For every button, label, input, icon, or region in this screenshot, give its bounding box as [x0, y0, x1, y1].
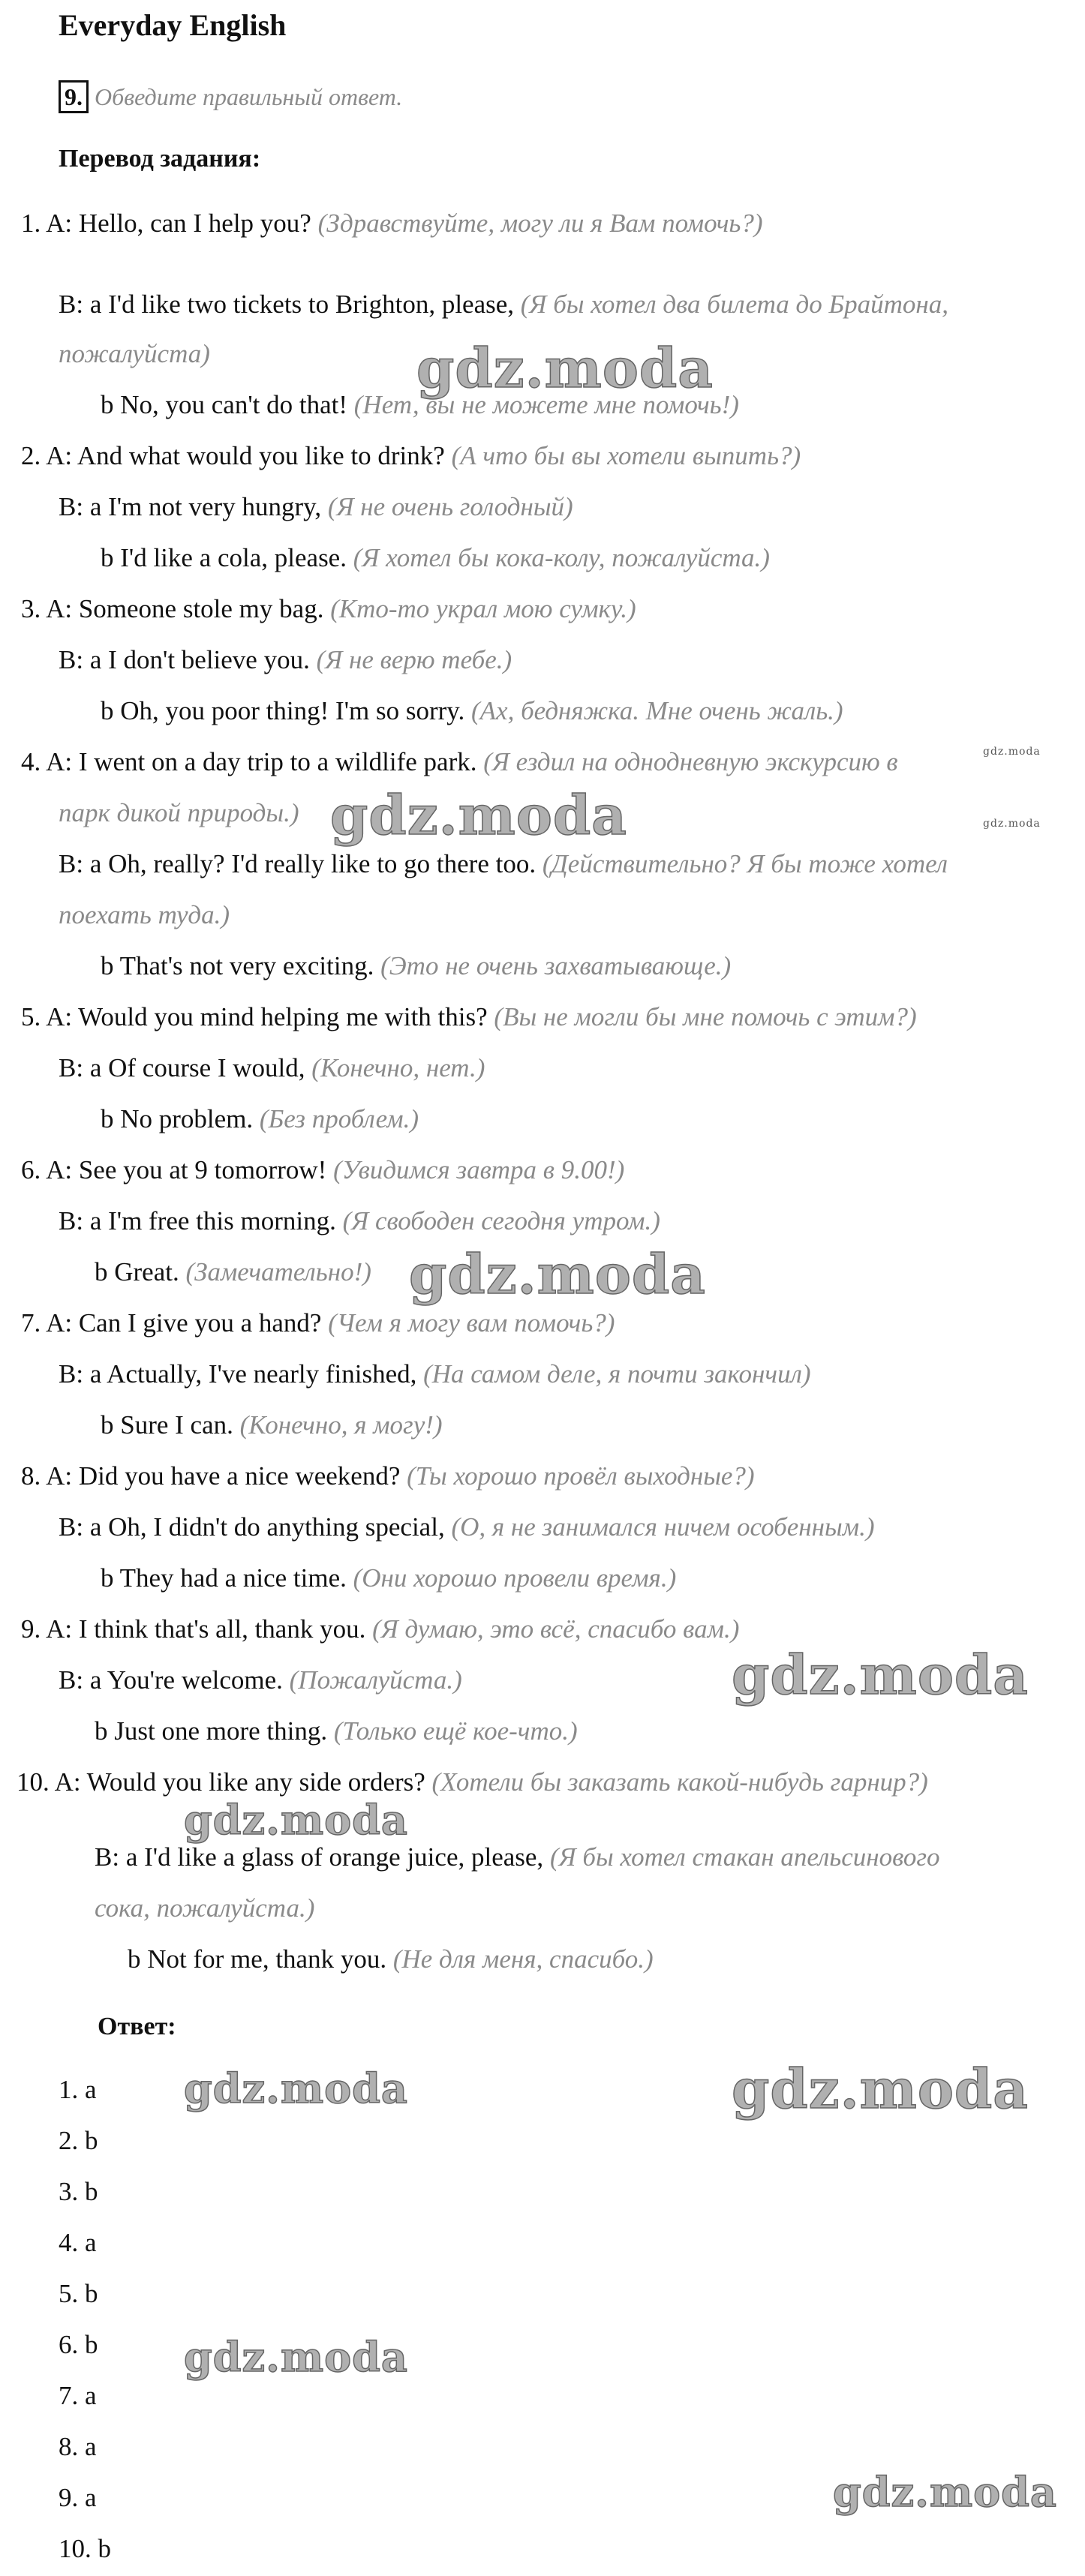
dialogue-line: b That's not very exciting. (Это не очень захватывающе.)	[101, 951, 732, 980]
task-header	[59, 80, 402, 114]
page-title: Everyday English	[59, 8, 287, 42]
answer-heading: Ответ:	[98, 2013, 176, 2040]
dialogue-line: 7. A: Can I give you a hand? (Чем я могу вам помочь?)	[21, 1308, 615, 1338]
dialogue-line: 1. A: Hello, can I help you? (Здравствуйте, могу ли я Вам помочь?)	[21, 209, 763, 238]
dialogue-line: поехать туда.)	[59, 900, 230, 929]
dialogue-line: B: a I'd like two tickets to Brighton, please, (Я бы хотел два билета до Брайтона,	[59, 290, 949, 319]
dialogue-line: 10. A: Would you like any side orders? (Хотели бы заказать какой-нибудь гарнир?)	[17, 1767, 928, 1797]
dialogue-line: b Oh, you poor thing! I'm so sorry. (Ах, бедняжка. Мне очень жаль.)	[101, 696, 843, 725]
dialogue-line: b Sure I can. (Конечно, я могу!)	[101, 1410, 443, 1440]
dialogue-line: парк дикой природы.)	[59, 798, 299, 827]
answer-item: 9. a	[59, 2483, 97, 2512]
dialogue-line: B: a Actually, I've nearly finished, (На самом деле, я почти закончил)	[59, 1359, 811, 1389]
dialogue-line: b No problem. (Без проблем.)	[101, 1104, 419, 1133]
dialogue-line: B: a I'm not very hungry, (Я не очень голодный)	[59, 492, 573, 521]
dialogue-line: B: a Oh, really? I'd really like to go there too. (Действительно? Я бы тоже хотел	[59, 849, 948, 878]
watermark: gdz.moda	[184, 2064, 408, 2112]
dialogue-line: B: a I'm free this morning. (Я свободен сегодня утром.)	[59, 1206, 660, 1235]
dialogue-line: b They had a nice time. (Они хорошо провели время.)	[101, 1563, 677, 1593]
answer-item: 4. a	[59, 2228, 97, 2257]
translation-heading: Перевод задания:	[59, 145, 261, 173]
task-instruction: Обведите правильный ответ.	[95, 83, 403, 110]
task-number: 9.	[59, 80, 89, 113]
dialogue-line: B: a Oh, I didn't do anything special, (О, я не занимался ничем особенным.)	[59, 1512, 875, 1542]
dialogue-line: 2. A: And what would you like to drink? (А что бы вы хотели выпить?)	[21, 441, 801, 470]
dialogue-line: 5. A: Would you mind helping me with this? (Вы не могли бы мне помочь с этим?)	[21, 1002, 917, 1031]
watermark: gdz.moda	[184, 2333, 408, 2381]
watermark: gdz.moda	[983, 818, 1041, 830]
dialogue-line: 8. A: Did you have a nice weekend? (Ты хорошо провёл выходные?)	[21, 1461, 755, 1491]
dialogue-line: 6. A: See you at 9 tomorrow! (Увидимся завтра в 9.00!)	[21, 1155, 625, 1184]
dialogue-line: пожалуйста)	[59, 339, 210, 368]
dialogue-line: B: a You're welcome. (Пожалуйста.)	[59, 1665, 462, 1695]
dialogue-line: 4. A: I went on a day trip to a wildlife park. (Я ездил на однодневную экскурсию в	[21, 747, 898, 776]
answer-item: 1. a	[59, 2075, 97, 2104]
dialogue-line: B: a Of course I would, (Конечно, нет.)	[59, 1053, 485, 1082]
dialogue-line: b Just one more thing. (Только ещё кое-что.)	[95, 1716, 578, 1746]
dialogue-line: 3. A: Someone stole my bag. (Кто-то украл мою сумку.)	[21, 594, 636, 623]
watermark: gdz.moda	[983, 746, 1041, 758]
answer-item: 5. b	[59, 2279, 98, 2308]
watermark: gdz.moda	[833, 2468, 1057, 2516]
watermark: gdz.moda	[416, 336, 714, 400]
dialogue-line: 9. A: I think that's all, thank you. (Я думаю, это всё, спасибо вам.)	[21, 1614, 740, 1644]
answer-item: 7. a	[59, 2381, 97, 2410]
dialogue-line: b I'd like a cola, please. (Я хотел бы кока-колу, пожалуйста.)	[101, 543, 770, 572]
answer-item: 3. b	[59, 2177, 98, 2206]
dialogue-line: b Great. (Замечательно!)	[95, 1257, 371, 1286]
dialogue-line: сока, пожалуйста.)	[95, 1893, 315, 1923]
watermark: gdz.moda	[409, 1242, 706, 1306]
watermark: gdz.moda	[184, 1796, 408, 1844]
dialogue-line: b Not for me, thank you. (Не для меня, спасибо.)	[128, 1944, 654, 1974]
answer-item: 8. a	[59, 2432, 97, 2461]
watermark: gdz.moda	[330, 783, 627, 847]
answer-item: 6. b	[59, 2330, 98, 2359]
dialogue-line: B: a I'd like a glass of orange juice, please, (Я бы хотел стакан апельсинового	[95, 1842, 940, 1872]
watermark: gdz.moda	[732, 1643, 1029, 1707]
answer-item: 10. b	[59, 2534, 111, 2563]
dialogue-line: B: a I don't believe you. (Я не верю тебе.)	[59, 645, 512, 674]
watermark: gdz.moda	[732, 2057, 1029, 2121]
dialogue-line: b No, you can't do that! (Нет, вы не можете мне помочь!)	[101, 390, 739, 419]
answer-item: 2. b	[59, 2126, 98, 2155]
